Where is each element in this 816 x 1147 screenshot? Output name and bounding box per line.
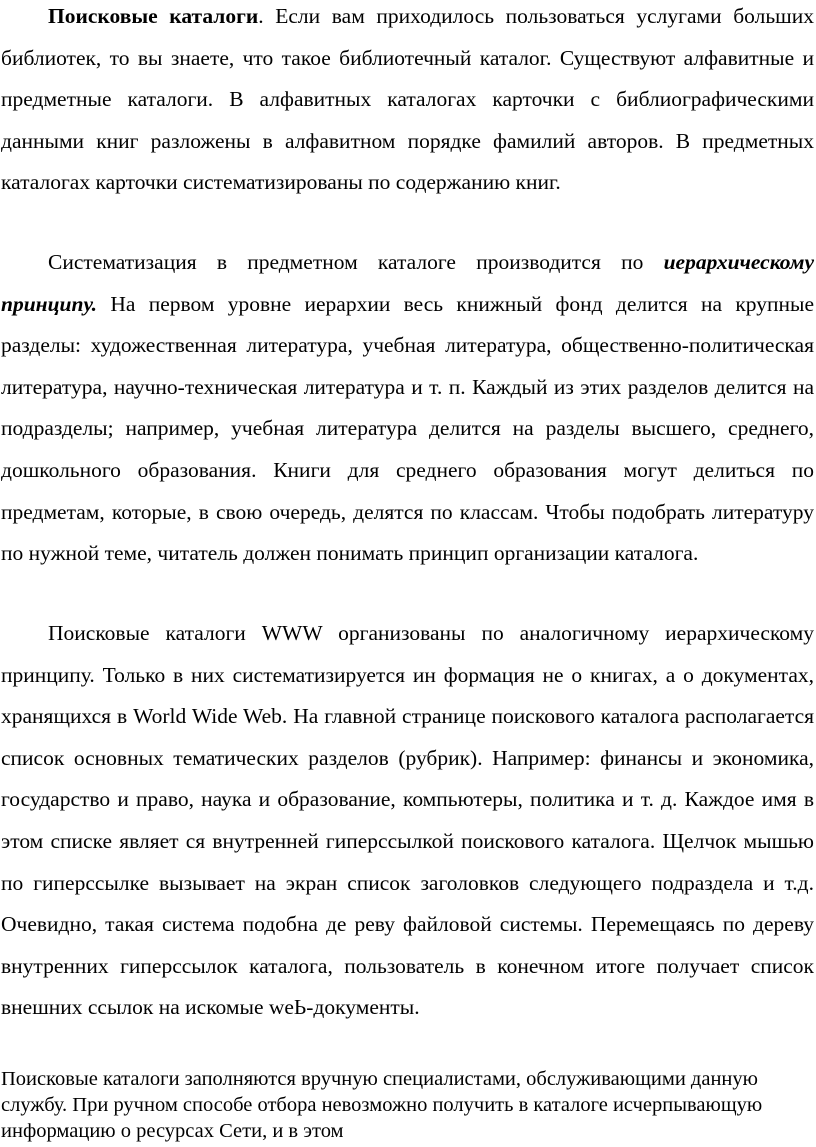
paragraph-text: На первом уровне иерархии весь книжный фонд делится на крупные разделы: художественная литература, учебная литература, общественно-политическая литература, научно-техническая литература и т. п. Каждый из этих разделов делится на подразделы; например, учебная литература делится на разделы высшего, среднего, дошкольного образования. Книги для среднего образования могут делиться по предметам, которые, в свою очередь, делятся по классам. Чтобы подобрать литературу по нужной теме, читатель должен понимать принцип организации каталога. [1, 291, 814, 566]
paragraph-text: . Если вам приходилось пользоваться услугами больших библиотек, то вы знаете, что такое библиотечный каталог. Существуют алфавитные и предметные каталоги. В алфавитных каталогах карточки с библиографическими данными книг разложены в алфавитном порядке фамилий авторов. В предметных каталогах карточки систематизированы по содержанию книг. [1, 4, 814, 195]
paragraph-text: Систематизация в предметном каталоге производится по [48, 250, 664, 274]
paragraph-www-catalogs [0, 613, 815, 1029]
term-hierarchical-principle: иерархическому принципу. [1, 250, 814, 316]
paragraph-search-catalogs-intro [0, 0, 815, 204]
paragraph-manual-filling [0, 1066, 814, 1144]
paragraph-hierarchical-principle [0, 242, 815, 575]
paragraph-text: Поисковые каталоги заполняются вручную специалистами, обслуживающими данную службу. При ручном способе отбора невозможно получить в каталоге исчерпывающую информацию о ресурсах Сети, и в этом [1, 1068, 763, 1142]
paragraph-text: Поисковые каталоги WWW организованы по аналогичному иерархическому принципу. Только в них систематизируется ин формация не о книгах, а о документах, хранящихся в World Wide Web. На главной странице поискового каталога располагается список основных тематических разделов (рубрик). Например: финансы и экономика, государство и право, наука и образование, компьютеры, политика и т. д. Каждое имя в этом списке являет ся внутренней гиперссылкой поискового каталога. Щелчок мышью по гиперссылке вызывает на экран список заголовков следующего подраздела и т.д. Очевидно, такая система подобна де реву файловой системы. Перемещаясь по дереву внутренних гиперссылок каталога, пользователь в конечном итоге получает список внешних ссылок на искомые weЬ-документы. [1, 621, 814, 1020]
term-search-catalogs: Поисковые каталоги [48, 4, 259, 28]
